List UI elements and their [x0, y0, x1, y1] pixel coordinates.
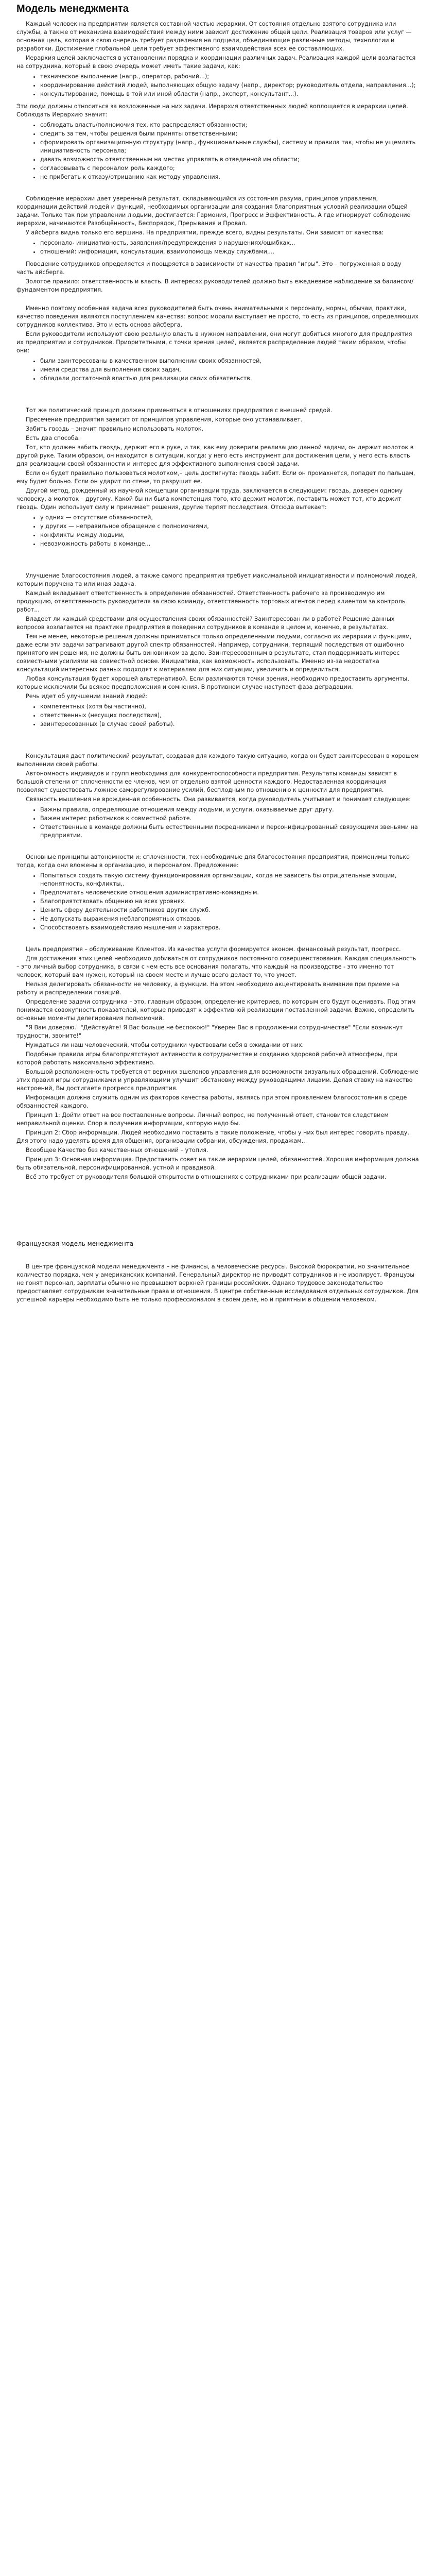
paragraph: Принцип 3: Основная информация. Предоставить совет на такие иерархии целей, обязанностей. Хорошая информация должна быть обязательной, персонифицированной, устной и правдивой. — [16, 1156, 419, 1171]
bullet-list — [16, 73, 420, 98]
list-item: • Способствовать взаимодействию мышления и характеров. — [40, 924, 420, 932]
paragraph: Большой расположенность требуется от верхних эшелонов управления для возможности визуальных обращений. Соблюдение этих правил игры сотрудниками и управляющими улучшит обстановку между руководящими лицами. Делая ставку на качество настроений, Вы достигаете прогресса предприятия. — [16, 1069, 418, 1092]
paragraph: У айсберга видна только его вершина. На предприятии, прежде всего, видны результаты. Они зависят от качества: — [26, 229, 384, 236]
list-item: • персонало- инициативность, заявления/предупреждения о нарушениях/ошибках... — [40, 239, 420, 247]
paragraph: Цель предприятия – обслуживание Клиентов. Из качества услуги формируется эконом. финансовый результат, прогресс. — [26, 946, 401, 953]
paragraph: Каждый вкладывает ответственность в определение обязанностей. Ответственность рабочего за производимую им продукцию, ответственность руководителя за свою команду, ответственность торговых агентов перед клиентом за контроль работ... — [16, 590, 406, 613]
list-item: • сформировать организационную структуру (напр., функциональные службы), систему и правила так, чтобы не ущемлять инициативность персонала; — [40, 139, 420, 155]
paragraph: Нельзя делегировать обязанности не человеку, а функции. На этом необходимо акцентировать внимание при приеме на работу и распределении позиций. — [16, 981, 399, 996]
paragraph: Принцип 2: Сбор информации. Людей необходимо поставить в такие положение, чтобы у них был интерес говорить правду. Для этого надо уделять время для общения, организации собрании, обсуждения, продажам... — [16, 1129, 409, 1144]
list-item: • Благоприятствовать общению на всех уровнях. — [40, 897, 420, 906]
intro-section — [16, 20, 420, 71]
paragraph: Связность мышления не врожденная особенность. Она развивается, когда руководитель учитывает и понимает следующее: — [26, 796, 411, 803]
paragraph: Соблюдение иерархии дает уверенный результат, складывающийся из состояния разума, принципов управления, координации действий людей и функций, необходимых организации для создания благоприятных условий реализации общей задачи. Только так при управлении людьми, достигается: Гармония, Прогресс и Эффективность. А где игнорирует соблюдение иерархии, начинаются Разобщённость, Беспорядок, Прерывания и Провал. — [16, 195, 411, 227]
list-item: • компетентных (хотя бы частично), — [40, 703, 420, 711]
paragraph: Если он будет правильно пользоваться молотком,– цель достигнута: гвоздь забит. Если он промахнется, попадет по пальцам, ему будет больно. Если он ударит по стене, то разрушит ее. — [16, 470, 415, 485]
paragraph: Эти люди должны относиться за возложенные на них задачи. Иерархия ответственных людей воплощается в иерархии целей. Соблюдать Иерархию значит: — [16, 103, 408, 118]
bullet-list — [16, 806, 420, 840]
list-item: • конфликты между людьми, — [40, 531, 420, 539]
list-item: • были заинтересованы в качественном выполнении своих обязанностей, — [40, 357, 420, 365]
paragraph: Поведение сотрудников определяется и поощряется в зависимости от качества правил "игры". Это – погруженная в воду часть айсберга. — [16, 261, 402, 276]
paragraph: Другой метод, рожденный из научной концепции организации труда, заключается в следующем: гвоздь, доверен одному человеку, а молоток – другому. Какой бы ни была компетенция того, кто держит молоток, поставить может тот, кто держит гвоздь. Один использует силу и принимает решения, другие терпят последствия. Отсюда вытекает: — [16, 487, 403, 511]
list-item: • Важен интерес работников к совместной работе. — [40, 815, 420, 823]
paragraph: Речь идет об улучшении знаний людей: — [26, 693, 148, 700]
list-item: • ответственных (несущих последствия), — [40, 711, 420, 720]
paragraph: Автономность индивидов и групп необходима для конкурентоспособности предприятия. Результаты команды зависят в большой степени от сплоченности ее членов, чем от отдельно взятой ценности каждого. Недоставленная координация позволяет существовать ложное саморегулирование усилий, бесплодным по отношению к ценности для предприятия. — [16, 770, 397, 793]
paragraph: Тот, кто должен забить гвоздь, держит его в руке, и так, как ему доверили реализацию данной задачи, он держит молоток в другой руке. Таким образом, он находится в ситуации, когда: у него есть инструмент для достижения цели, у него есть власть для реализации своей обязанности и интерес для эффективного выполнения своей задачи. — [16, 444, 414, 467]
paragraph: Если руководители используют свою реальную власть в нужном направлении, они могут добиться многого для предприятия их предприятии и сотрудников. Приоритетными, с точки зрения целей, является распределение людей таким образом, чтобы они: — [16, 331, 412, 354]
list-item: • следить за тем, чтобы решения были приняты ответственными; — [40, 130, 420, 138]
bullet-list — [16, 121, 420, 181]
list-item: • Попытаться создать такую систему функционирования организации, когда не зависеть бы отрицательные эмоции, непонятность, конфликты,. — [40, 872, 420, 888]
paragraph: Принцип 1: Дойти ответ на все поставленные вопросы. Личный вопрос, не полученный ответ, становится следствием неправильной оценки. Спор в получения информации, которую надо бы. — [16, 1112, 389, 1127]
list-item: • не прибегать к отказу/отрицанию как методу управления. — [40, 173, 420, 181]
paragraph: В центре французской модели менеджмента – не финансы, а человеческие ресурсы. Высокой бюрократии, но значительное количество порядка, чем у американских компаний. Генеральный директор не приводит сотрудников и не изолирует. Французы не гонят персонал, зарплаты обычно не превышают верхней границы российских. Однако трудовое законодательство предоставляет сотрудникам значительные права и отношения. В центре собственные исследования отдельных сотрудников. Для успешной карьеры необходимо быть не только профессионалом в своём деле, но и приятным в общении человеком. — [16, 1263, 418, 1303]
paragraph: Иерархия целей заключается в установлении порядка и координации различных задач. Реализация каждой цели возлагается на сотрудника, который в свою очередь может иметь такие задачи, как: — [16, 55, 416, 70]
list-item: • невозможность работы в команде... — [40, 540, 420, 548]
bullet-list — [16, 514, 420, 548]
list-item: • отношений: информация, консультации, взаимопомощь между службами,... — [40, 248, 420, 256]
paragraph: Любая консультация будет хорошей альтернативой. Если различаются точки зрения, необходимо предоставить аргументы, которые исключили бы всякое предположения и сомнения. В противном случае наступает фаза деградации. — [16, 675, 409, 690]
bullet-list — [16, 357, 420, 383]
paragraph: Есть два способа. — [26, 435, 80, 442]
section-subtitle: Французская модель менеджмента — [16, 1240, 134, 1247]
document — [8, 3, 428, 1304]
list-item: • Предпочитать человеческие отношения административно-командным. — [40, 889, 420, 897]
paragraph: "Я Вам доверяю." "Действуйте! Я Вас больше не беспокою!" "Уверен Вас в продолжении сотрудничестве" "Если возникнут трудности, звоните!" — [16, 1024, 403, 1039]
paragraph: Основные принципы автономности и: сплоченности, тех необходимые для благосостояния предприятия, применимы только тогда, когда они вложены в организацию, и персоналом. Предложение: — [16, 854, 410, 869]
list-item: • техническое выполнение (напр., оператор, рабочий...); — [40, 73, 420, 81]
paragraph: Всё это требует от руководителя большой открытости в отношениях с сотрудниками при реализации общей задачи. — [26, 1174, 387, 1180]
bullet-list — [16, 239, 420, 256]
paragraph: Всеобщее Качество без качественных отношений – утопия. — [26, 1147, 208, 1154]
paragraph: Для достижения этих целей необходимо добиваться от сотрудников постоянного совершенствования. Каждая специальность – это личный выбор сотрудника, в связи с чем есть все основания полагать, что каждый на производстве - это именно тот человек, который вам нужен, который на своем месте и лучше всего делает то, что умеет. — [16, 955, 416, 978]
paragraph: Владеет ли каждый средствами для осуществления своих обязанностей? Заинтересован ли в работе? Решение данных вопросов возлагается на практике предприятия в поведении сотрудников в команде в целом и, конечно, в результатах. — [16, 616, 395, 631]
paragraph: Улучшение благосостояния людей, а также самого предприятия требует максимальной инициативности и полномочий людей, которым поручена та или иная задача. — [16, 572, 417, 587]
list-item: • давать возможность ответственным на местах управлять в отведенной им области; — [40, 156, 420, 164]
list-item: • обладали достаточной властью для реализации своих обязательств. — [40, 375, 420, 383]
list-item: • у других — неправильное обращение с полномочиями, — [40, 522, 420, 531]
list-item: • Ответственные в команде должны быть естественными посредниками и персонифицированный связующими звеньями на предприятии. — [40, 823, 420, 840]
paragraph: Консультация дает политический результат, создавая для каждого такую ситуацию, когда он будет заинтересован в хорошем выполнении своей работы. — [16, 753, 419, 768]
list-item: • соблюдать власть/полномочия тех, кто распределяет обязанности; — [40, 121, 420, 129]
list-item: • у одних — отсутствие обязанностей, — [40, 514, 420, 522]
list-item: • Ценить сферу деятельности работников других служб. — [40, 906, 420, 914]
bullet-list — [16, 872, 420, 932]
paragraph: Именно поэтому особенная задача всех руководителей быть очень внимательными к персоналу, нормы, обычаи, практики, качество поведения являются поступлением качества: вопрос морали выступает не просто, то есть из принципов, определяющих сотрудников коллектива. Это и есть основа айсберга. — [16, 305, 419, 328]
page-title: Модель менеджмента — [16, 3, 129, 14]
list-item: • согласовывать с персоналом роль каждого; — [40, 164, 420, 173]
paragraph: Тем не менее, некоторые решения должны приниматься только определенными людьми, согласно их иерархии и функциям, даже если эти задачи затрагивают другой спектр обязанностей. Например, сотрудники, терпящий последствия от ошибочно принятого им решения, не должны быть виновником за дело. Заинтересованным в результате, стал поддерживать интерес совместными усилиями на совместной основе. Инициатива, как возможность использовать. Именно из-за недостатка консультаций интересных разных подходят к материалам для них ситуации, увеличить и определиться. — [16, 633, 412, 673]
paragraph: Пресечение предприятия зависит от принципов управления, которые оно устанавливает. — [26, 416, 303, 423]
list-item: • консультирование, помощь в той или иной области (напр., эксперт, консультант...). — [40, 90, 420, 98]
list-item: • координирование действий людей, выполняющих общую задачу (напр., директор; руководитель отдела, направления...); — [40, 81, 420, 90]
paragraph: Определение задачи сотрудника – это, главным образом, определение критериев, по которым его будут оценивать. Под этим понимается совокупность показателей, которые приводят к эффективной реализации поставленной задачи. Важно, определить основные моменты делегирования полномочий. — [16, 998, 416, 1022]
paragraph: Забить гвоздь – значит правильно использовать молоток. — [26, 426, 204, 432]
paragraph: Нуждаться ли наш человеческий, чтобы сотрудники чувствовали себя в ожидании от них. — [26, 1042, 304, 1048]
paragraph: Подобные правила игры благоприятствуют активности в сотрудничестве и созданию здоровой рабочей атмосферы, при которой работать максимально эффективно. — [16, 1051, 397, 1066]
list-item: • заинтересованных (в случае своей работы). — [40, 720, 420, 728]
list-item: • имели средства для выполнения своих задач, — [40, 366, 420, 374]
paragraph: Каждый человек на предприятии является составной частью иерархии. От состояния отдельно взятого сотрудника или службы, а также от механизма взаимодействия между ними зависит достижение общей цели. Реализация товаров или услуг — основная цель, которая в свою очередь требует разделения на подцели, объединяющие различные методы, технологии и разработки. Достижение глобальной цели требует эффективного взаимодействия всех ее составляющих. — [16, 21, 412, 52]
list-item: • Важны правила, определяющие отношения между людьми, и услуги, оказываемые друг другу. — [40, 806, 420, 814]
paragraph: Тот же политический принцип должен применяться в отношениях предприятия с внешней средой. — [26, 407, 333, 414]
paragraph: Информация должна служить одним из факторов качества работы, являясь при этом проявлением благосостояния в среде обязанностей каждого. — [16, 1094, 407, 1109]
bullet-list — [16, 703, 420, 728]
paragraph: Золотое правило: ответственность и власть. В интересах руководителей должно быть ежедневное наблюдение за балансом/фундаментом предприятия. — [16, 278, 414, 293]
list-item: • Не допускать выражения неблагоприятных отказов. — [40, 915, 420, 923]
